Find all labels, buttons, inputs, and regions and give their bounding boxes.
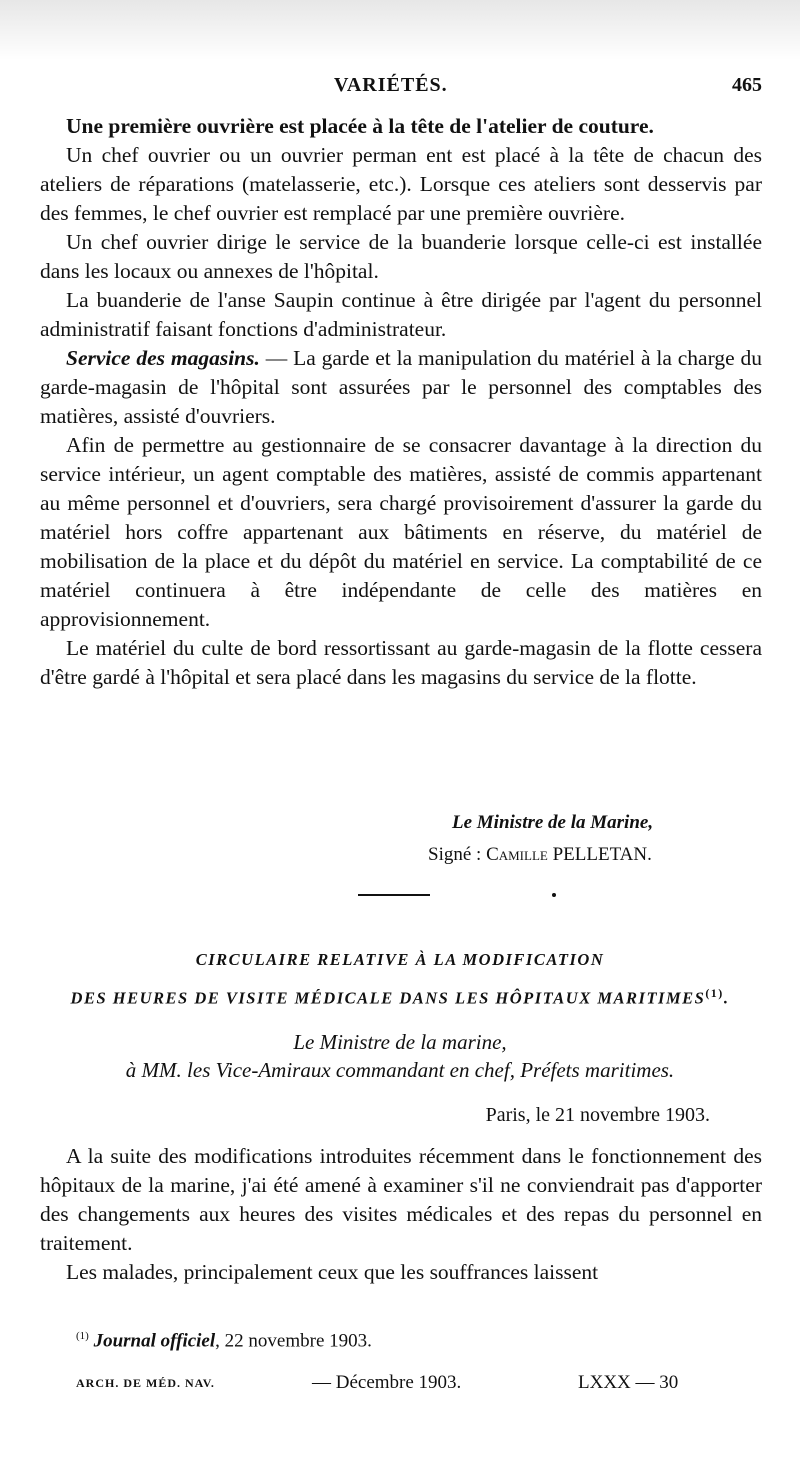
running-title: VARIÉTÉS. [334,74,448,96]
signer-firstname: Camille [486,844,548,865]
signe-label: Signé : [428,844,487,865]
paragraph: Une première ouvrière est placée à la tête de l'atelier de couture. [66,114,654,138]
footnote-text: , 22 novembre 1903. [215,1330,372,1352]
footnote [76,1330,372,1352]
signature-title: Le Ministre de la Marine, [452,812,654,833]
page-footer [76,1372,736,1398]
signer-lastname: PELLETAN. [547,844,652,865]
footer-date: — Décembre 1903. [312,1372,462,1393]
paragraph-magasins [40,344,762,431]
footer-journal: ARCH. DE MÉD. NAV. [76,1376,215,1390]
paragraph: Le matériel du culte de bord ressortissant au garde-magasin de la flotte cessera d'être gardé à l'hôpital et sera placé dans les magasins du service de la flotte. [40,636,762,689]
running-header [0,74,800,104]
page-number: 465 [732,74,762,96]
signature-name [428,844,652,866]
footnote-mark: (1) [76,1330,89,1342]
divider-dot [552,893,556,897]
body-section-1 [40,112,762,692]
paragraph: La buanderie de l'anse Saupin continue à être dirigée par l'agent du personnel administratif faisant fonctions d'administrateur. [40,288,762,341]
addressee-line1: Le Ministre de la marine, [293,1030,507,1054]
footer-volume: LXXX — 30 [578,1372,679,1393]
paragraph: Les malades, principalement ceux que les souffrances laissent [66,1260,599,1284]
dateline: Paris, le 21 novembre 1903. [485,1104,710,1126]
circular-title-text: DES HEURES DE VISITE MÉDICALE DANS LES HÔPITAUX MARITIMES [70,988,706,1008]
paragraph: Un chef ouvrier ou un ouvrier perman ent est placé à la tête de chacun des ateliers de réparations (matelasserie, etc.). Lorsque ces ateliers sont desservis par des femmes, le chef ouvrier est remplacé par une première ouvrière. [40,143,762,225]
footnote-source: Journal officiel [93,1330,216,1352]
paragraph: A la suite des modifications introduites récemment dans le fonctionnement des hôpitaux de la marine, j'ai été amené à examiner s'il ne conviendrait pas d'apporter des changements aux heures des visites médicales et des repas du personnel en traitement. [40,1144,762,1255]
section-text: — La garde et la manipulation du matériel à la charge du garde-magasin de l'hôpital sont assurées par le personnel des comptables des matières, assisté d'ouvriers. [40,346,762,428]
circular-title-line1: CIRCULAIRE RELATIVE À LA MODIFICATION [195,950,605,969]
body-section-2 [40,1142,762,1287]
paragraph: Un chef ouvrier dirige le service de la buanderie lorsque celle-ci est installée dans les locaux ou annexes de l'hôpital. [40,230,762,283]
addressee-line2: à MM. les Vice-Amiraux commandant en chef, Préfets maritimes. [125,1058,675,1082]
circular-title-line2: DES HEURES DE VISITE MÉDICALE DANS LES HÔPITAUX MARITIMES$^{(1)}$. [70,986,730,1008]
section-heading: Service des magasins. [66,346,260,370]
footnote-reference: (1) [705,986,724,1000]
scan-smudge [0,0,800,60]
section-divider [358,894,430,896]
paragraph: Afin de permettre au gestionnaire de se consacrer davantage à la direction du service intérieur, un agent comptable des matières, assisté de commis appartenant au même personnel et d'ouvriers, sera chargé provisoirement d'assurer la garde du matériel hors coffre appartenant aux bâtiments en réserve, du matériel de mobilisation de la place et du dépôt du matériel en service. La comptabilité de ce matériel continuera à être indépendante de celle des matières en approvisionnement. [40,433,762,631]
